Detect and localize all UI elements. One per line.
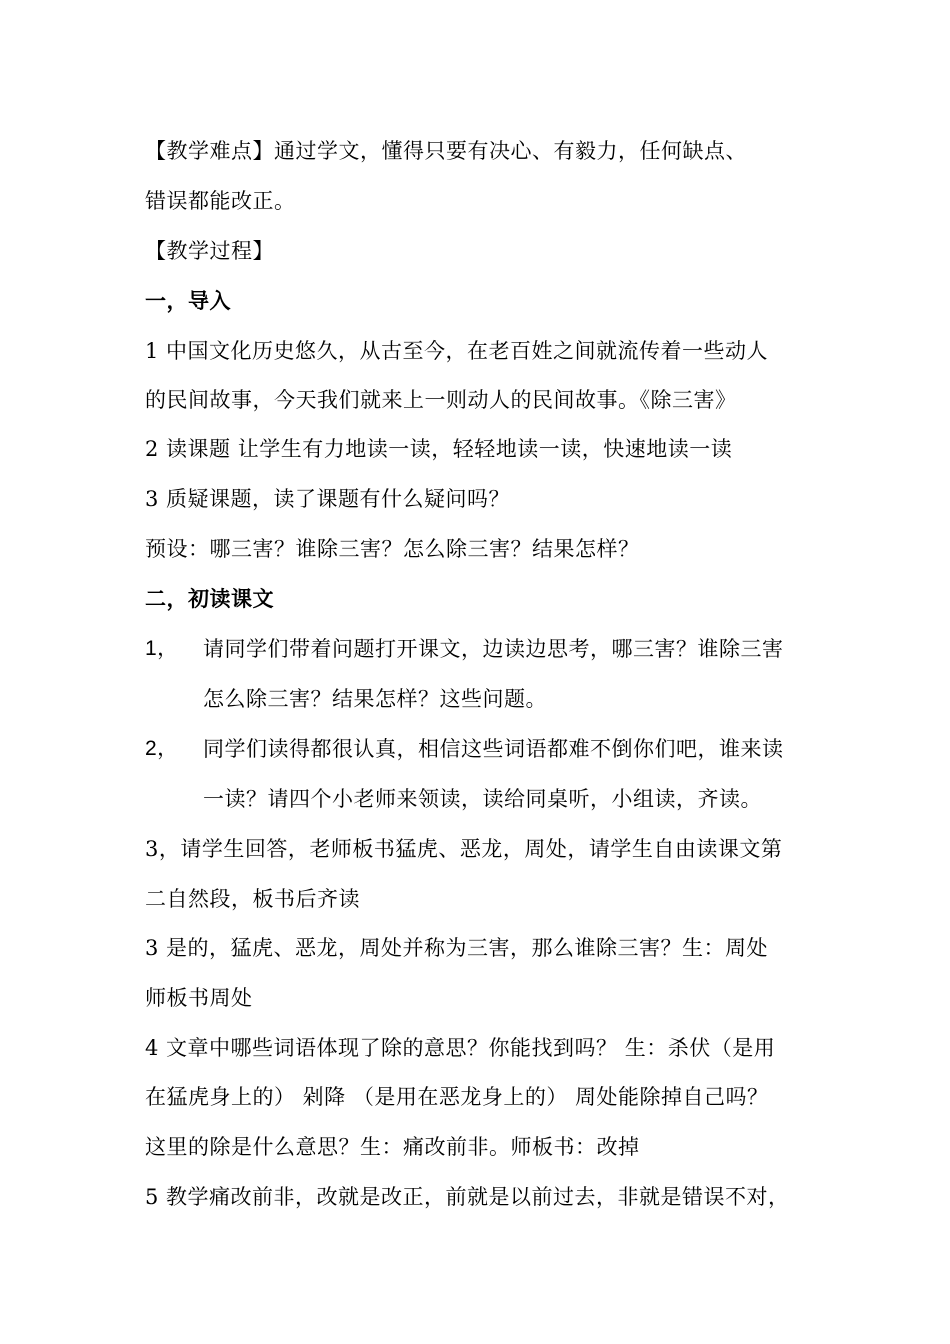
paragraph-line: 的民间故事，今天我们就来上一则动人的民间故事。《除三害》 bbox=[145, 388, 737, 412]
paragraph-line: 这里的除是什么意思？生：痛改前非。师板书：改掉 bbox=[145, 1135, 640, 1159]
list-item-number: 1， bbox=[145, 637, 179, 660]
section-heading-intro: 一，导入 bbox=[145, 289, 231, 313]
paragraph-line: 在猛虎身上的） 剁降 （是用在恶龙身上的） 周处能除掉自己吗？ bbox=[145, 1085, 769, 1109]
section-heading-first-reading: 二，初读课文 bbox=[145, 587, 274, 611]
paragraph-line: 4 文章中哪些词语体现了除的意思？你能找到吗？ 生：杀伏（是用 bbox=[145, 1036, 776, 1060]
list-item-text: 同学们读得都很认真，相信这些词语都难不倒你们吧，谁来读 bbox=[203, 737, 784, 761]
paragraph-line: 3 质疑课题，读了课题有什么疑问吗？ bbox=[145, 487, 511, 511]
paragraph-line: 师板书周处 bbox=[145, 986, 253, 1010]
paragraph-line: 预设：哪三害？谁除三害？怎么除三害？结果怎样？ bbox=[145, 537, 640, 561]
paragraph-line: 二自然段，板书后齐读 bbox=[145, 887, 360, 911]
paragraph-line: 3 是的，猛虎、恶龙，周处并称为三害，那么谁除三害？生：周处 bbox=[145, 936, 769, 960]
list-item-number: 2， bbox=[145, 737, 179, 760]
paragraph-line: 5 教学痛改前非，改就是改正，前就是以前过去，非就是错误不对， bbox=[145, 1185, 790, 1209]
teaching-difficulty-line: 【教学难点】通过学文，懂得只要有决心、有毅力，任何缺点、 bbox=[145, 139, 747, 163]
paragraph-line: 2 读课题 让学生有力地读一读，轻轻地读一读，快速地读一读 bbox=[145, 437, 733, 461]
list-item-text-cont: 怎么除三害？结果怎样？这些问题。 bbox=[203, 687, 547, 711]
paragraph-line: 3，请学生回答，老师板书猛虎、恶龙，周处，请学生自由读课文第 bbox=[145, 837, 783, 861]
teaching-difficulty-line-cont: 错误都能改正。 bbox=[145, 189, 296, 213]
list-item-text-cont: 一读？请四个小老师来领读，读给同桌听，小组读，齐读。 bbox=[203, 787, 762, 811]
teaching-process-heading: 【教学过程】 bbox=[145, 239, 274, 263]
paragraph-line: 1 中国文化历史悠久，从古至今，在老百姓之间就流传着一些动人 bbox=[145, 339, 769, 363]
list-item-text: 请同学们带着问题打开课文，边读边思考，哪三害？谁除三害 bbox=[203, 637, 784, 661]
